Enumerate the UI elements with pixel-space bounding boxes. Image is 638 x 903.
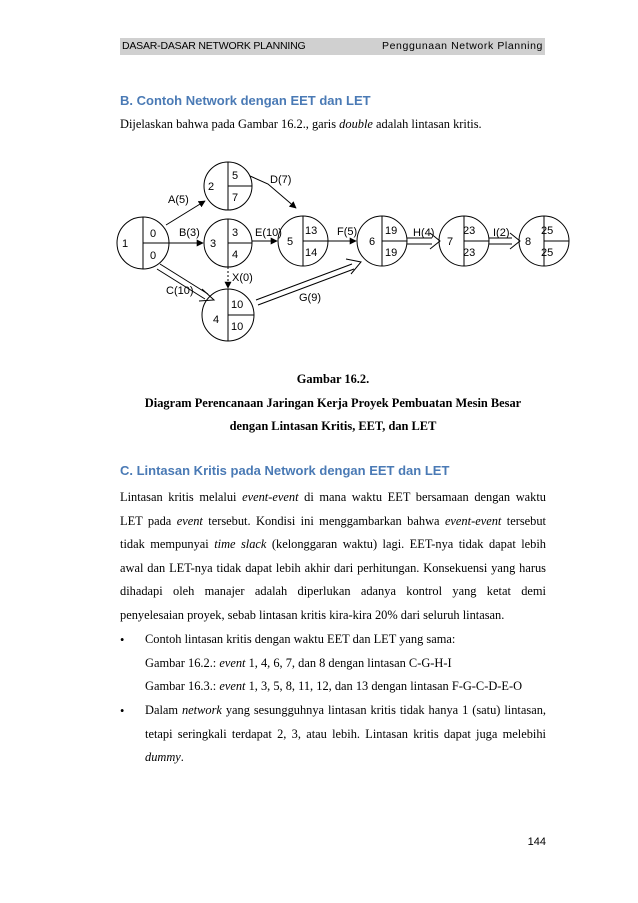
node-5-let: 14 <box>305 247 318 259</box>
node-2-id: 2 <box>208 181 215 193</box>
section-b-intro: Dijelaskan bahwa pada Gambar 16.2., garis double adalah lintasan kritis. <box>120 117 482 131</box>
node-5-id: 5 <box>287 236 294 248</box>
node-6-id: 6 <box>369 236 376 248</box>
node-2-eet: 5 <box>232 170 239 182</box>
caption-title: Diagram Perencanaan Jaringan Kerja Proyek Pembuatan Mesin Besar <box>144 396 522 410</box>
caption-title-2: dengan Lintasan Kritis, EET, dan LET <box>229 419 437 433</box>
label-a: A(5) <box>168 194 189 206</box>
node-3-id: 3 <box>210 238 217 250</box>
bullet-1-line-1: Contoh lintasan kritis dengan waktu EET dan LET yang sama: <box>145 632 456 646</box>
node-1-id: 1 <box>122 238 129 250</box>
node-2-let: 7 <box>232 192 239 204</box>
caption-number: Gambar 16.2. <box>296 372 370 386</box>
bullet-1-line-3: Gambar 16.3.: event 1, 3, 5, 8, 11, 12, dan 13 dengan lintasan F-G-C-D-E-O <box>145 679 523 693</box>
node-4-eet: 10 <box>231 299 244 311</box>
label-i: I(2) <box>493 227 510 239</box>
label-c: C(10) <box>166 285 194 297</box>
label-g: G(9) <box>299 292 321 304</box>
label-x: X(0) <box>232 272 253 284</box>
node-8-let: 25 <box>541 247 554 259</box>
node-4-let: 10 <box>231 321 244 333</box>
node-6-eet: 19 <box>385 225 398 237</box>
bullet-2-marker: • <box>120 704 125 718</box>
label-f: F(5) <box>337 226 358 238</box>
node-5-eet: 13 <box>305 225 318 237</box>
node-3-let: 4 <box>232 249 239 261</box>
label-e: E(10) <box>255 227 282 239</box>
node-8-id: 8 <box>525 236 532 248</box>
label-b: B(3) <box>179 227 200 239</box>
node-3-eet: 3 <box>232 227 239 239</box>
node-6-let: 19 <box>385 247 398 259</box>
node-7-eet: 23 <box>463 225 476 237</box>
node-1-eet: 0 <box>150 228 157 240</box>
section-b-title: B. Contoh Network dengan EET dan LET <box>120 93 371 108</box>
header-right: Penggunaan Network Planning <box>382 40 543 52</box>
bullet-1 <box>145 628 546 699</box>
node-8-eet: 25 <box>541 225 554 237</box>
label-d: D(7) <box>270 174 292 186</box>
bullet-1-marker: • <box>120 633 125 647</box>
node-7-let: 23 <box>463 247 476 259</box>
node-1-let: 0 <box>150 250 157 262</box>
node-7-id: 7 <box>447 236 454 248</box>
bullet-1-line-2: Gambar 16.2.: event 1, 4, 6, 7, dan 8 dengan lintasan C-G-H-I <box>145 655 452 670</box>
bullet-2: Dalam network yang sesungguhnya lintasan kritis tidak hanya 1 (satu) lintasan, tetapi seringkali terdapat 2, 3, atau lebih. Lintasan kritis dapat juga melebihi dummy. <box>145 703 546 764</box>
label-h: H(4) <box>413 227 435 239</box>
network-diagram <box>0 0 638 360</box>
section-c-paragraph: Lintasan kritis melalui event-event di mana waktu EET bersamaan dengan waktu LET pada event tersebut. Kondisi ini menggambarkan bahwa event-event tersebut tidak mempunyai time slack (kelonggaran waktu) lagi. EET-nya tidak dapat lebih awal dan LET-nya tidak dapat lebih akhir dari perhitungan. Konsekuensi yang harus dihadapi oleh manajer adalah diperlukan adanya kontrol yang ketat demi penyelesaian proyek, sebab lintasan kritis kira-kira 20% dari seluruh lintasan. <box>120 490 547 622</box>
node-5 <box>278 216 328 266</box>
node-4-id: 4 <box>213 314 220 326</box>
page-number: 144 <box>527 836 546 848</box>
node-6 <box>357 216 407 266</box>
header-left: DASAR-DASAR NETWORK PLANNING <box>122 40 306 52</box>
section-c-title: C. Lintasan Kritis pada Network dengan EET dan LET <box>120 463 450 478</box>
